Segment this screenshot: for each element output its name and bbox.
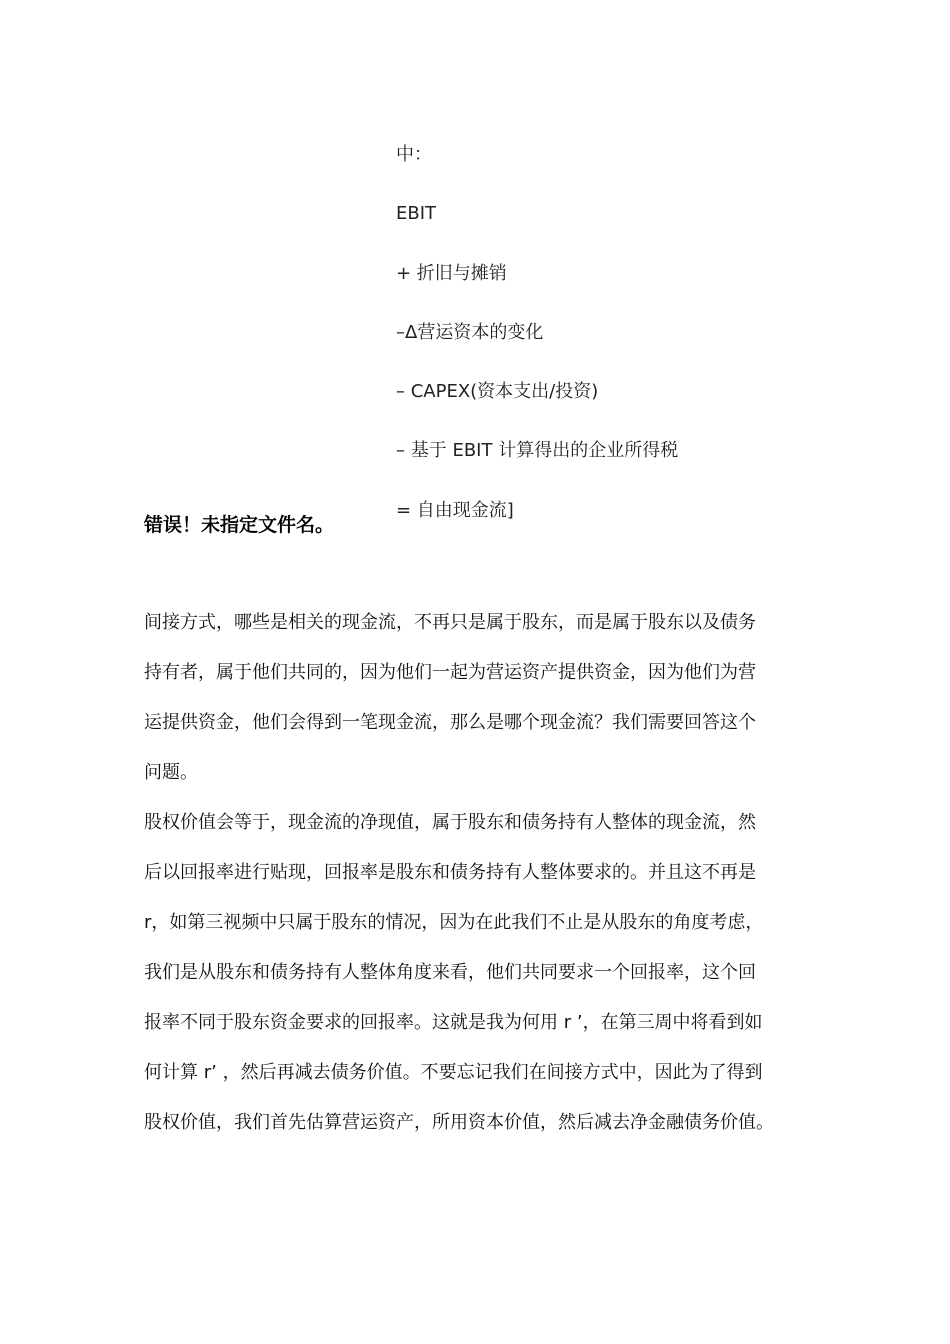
formula-result: = 自由现金流]: [396, 499, 514, 521]
body-line: 报率不同于股东资金要求的回报率。这就是我为何用 r ’，在第三周中将看到如: [144, 1012, 763, 1033]
body-line: 我们是从股东和债务持有人整体角度来看，他们共同要求一个回报率，这个回: [144, 962, 756, 983]
body-line: 何计算 r’ ，然后再减去债务价值。不要忘记我们在间接方式中，因此为了得到: [144, 1062, 763, 1083]
fcf-formula: [396, 140, 816, 555]
formula-depreciation: + 折旧与摊销: [396, 262, 507, 284]
formula-working-capital: –Δ营运资本的变化: [396, 321, 544, 343]
formula-tax: – 基于 EBIT 计算得出的企业所得税: [396, 440, 679, 462]
body-line: 持有者，属于他们共同的，因为他们一起为营运资产提供资金，因为他们为营: [144, 662, 756, 683]
body-line: 问题。: [144, 762, 198, 783]
formula-capex: – CAPEX(资本支出/投资): [396, 381, 599, 403]
body-line: 股权价值会等于，现金流的净现值，属于股东和债务持有人整体的现金流，然: [144, 812, 756, 833]
formula-ebit: EBIT: [396, 203, 437, 225]
error-message: 错误！未指定文件名。: [144, 514, 335, 536]
body-line: 间接方式，哪些是相关的现金流，不再只是属于股东，而是属于股东以及债务: [144, 612, 756, 633]
body-line: 后以回报率进行贴现，回报率是股东和债务持有人整体要求的。并且这不再是: [144, 862, 756, 883]
body-line: r，如第三视频中只属于股东的情况，因为在此我们不止是从股东的角度考虑，: [144, 912, 764, 933]
body-paragraphs: [144, 606, 814, 1156]
body-line: 运提供资金，他们会得到一笔现金流，那么是哪个现金流？我们需要回答这个: [144, 712, 756, 733]
body-line: 股权价值，我们首先估算营运资产，所用资本价值，然后减去净金融债务价值。: [144, 1112, 774, 1133]
formula-intro: 中：: [396, 144, 432, 165]
